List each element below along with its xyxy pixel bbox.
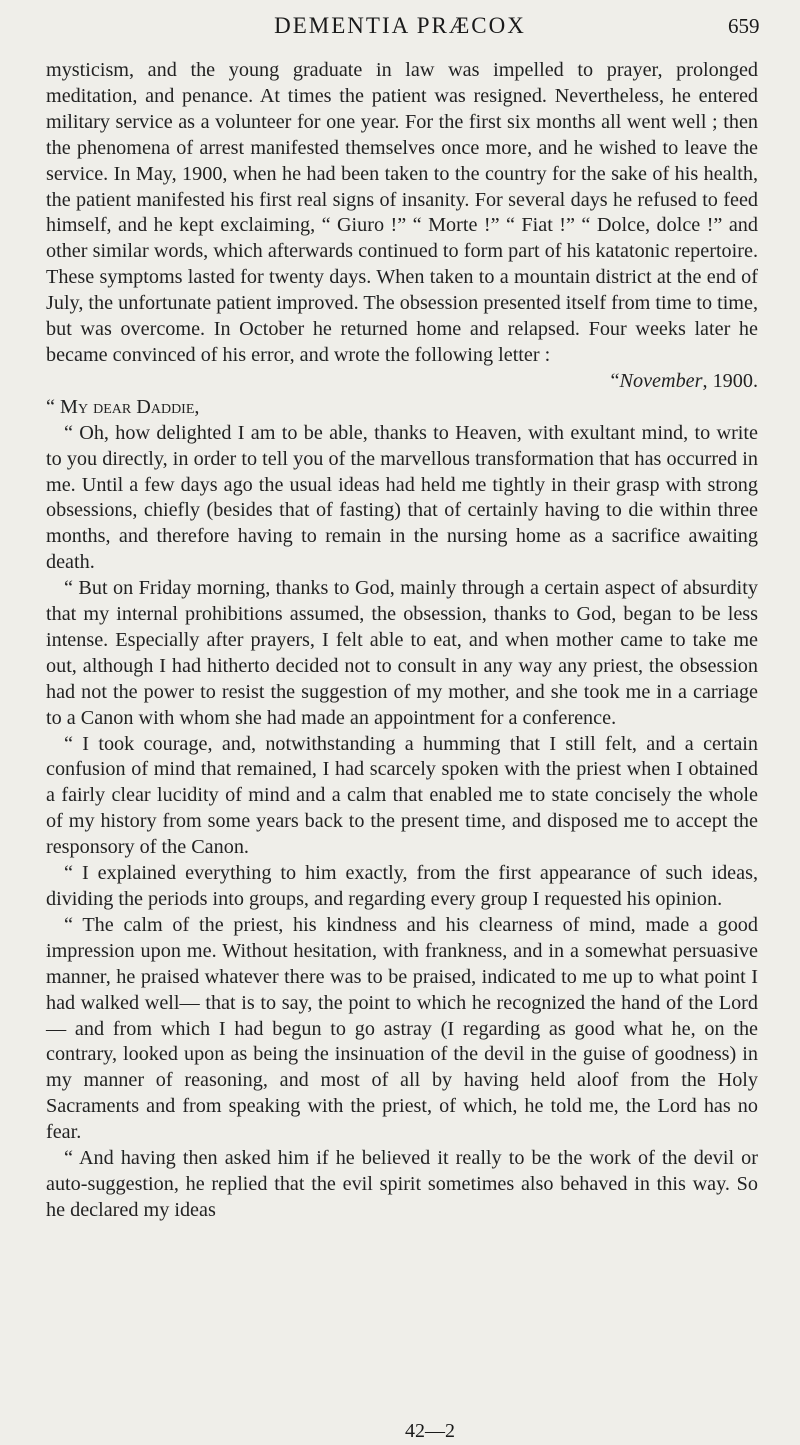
letter-paragraph-6: “ And having then asked him if he believed it really to be the work of the devil or auto-suggestion, he replied that the evil spirit sometimes also behaved in this way. So he declared my ideas [46,1147,758,1221]
dateline-year: , 1900. [702,369,758,392]
paragraph-case-history: mysticism, and the young graduate in law was impelled to prayer, prolonged meditation, and penance. At times the patient was resigned. Nevertheless, he entered military service as a volunteer for one year. For the first six months all went well ; then the phenomena of arrest manifested themselves once more, and he wished to leave the service. In May, 1900, when he had been taken to the country for the sake of his health, the patient manifested his first real signs of insanity. For several days he refused to feed himself, and he kept exclaiming, “ Giuro !” “ Morte !” “ Fiat !” “ Dolce, dolce !” and other similar words, which afterwards continued to form part of his katatonic repertoire. These symptoms lasted for twenty days. When taken to a mountain district at the end of July, the unfortunate patient improved. The obsession presented itself from time to time, but was overcome. In October he returned home and relapsed. Four weeks later he became convinced of his error, and wrote the following letter : [46,59,759,366]
letter-paragraph-2: “ But on Friday morning, thanks to God, mainly through a certain aspect of absurdity that my internal prohibitions assumed, the obsession, thanks to God, began to be less intense. Especially after prayers, I felt able to eat, and when mother came to take me out, although I had hitherto decided not to consult in any way any priest, the obsession had not the power to resist the suggestion of my mother, and she took me in a carriage to a Canon with whom she had made an appointment for a conference. [46,577,758,729]
letter-salutation: “ My dear Daddie, [46,395,200,418]
running-title: DEMENTIA PRÆCOX [274,13,526,38]
letter-dateline: “November, 1900. [610,369,758,392]
letter-paragraph-3: “ I took courage, and, notwithstanding a humming that I still felt, and a certain confusion of mind that remained, I had scarcely spoken with the priest when I obtained a fairly clear lucidity of mind and a calm that enabled me to state concisely the whole of my history from some years back to the present time, and disposed me to accept the responsory of the Canon. [46,732,758,859]
page-number: 659 [728,14,760,38]
signature-mark [0,1420,800,1443]
signature-mark-text: 42—2 [405,1420,455,1442]
body-text [46,58,758,1224]
letter-paragraph-5: “ The calm of the priest, his kindness and his clearness of mind, made a good impression upon me. Without hesitation, with frankness, and in a somewhat persuasive manner, he praised whatever there was to be praised, indicated to me up to what point I had walked well— that is to say, the point to which he recognized the hand of the Lord— and from which I had begun to go astray (I regarding as good what he, on the contrary, looked upon as being the insinuation of the devil in the guise of goodness) in my manner of reasoning, and most of all by having held aloof from the Holy Sacraments and from speaking with the priest, of which, he told me, the Lord has no fear. [46,913,758,1144]
letter-paragraph-4: “ I explained everything to him exactly, from the first appearance of such ideas, dividing the periods into groups, and regarding every group I requested his opinion. [46,862,758,910]
dateline-month: November [619,369,703,392]
letter-paragraph-1: “ Oh, how delighted I am to be able, thanks to Heaven, with exultant mind, to write to you directly, in order to tell you of the marvellous transformation that has occurred in me. Until a few days ago the usual ideas had held me tightly in their grasp with strong obsessions, chiefly (besides that of fasting) that of certainly having to die within three months, and therefore having to remain in the nursing home as a sacrifice awaiting death. [46,421,758,574]
